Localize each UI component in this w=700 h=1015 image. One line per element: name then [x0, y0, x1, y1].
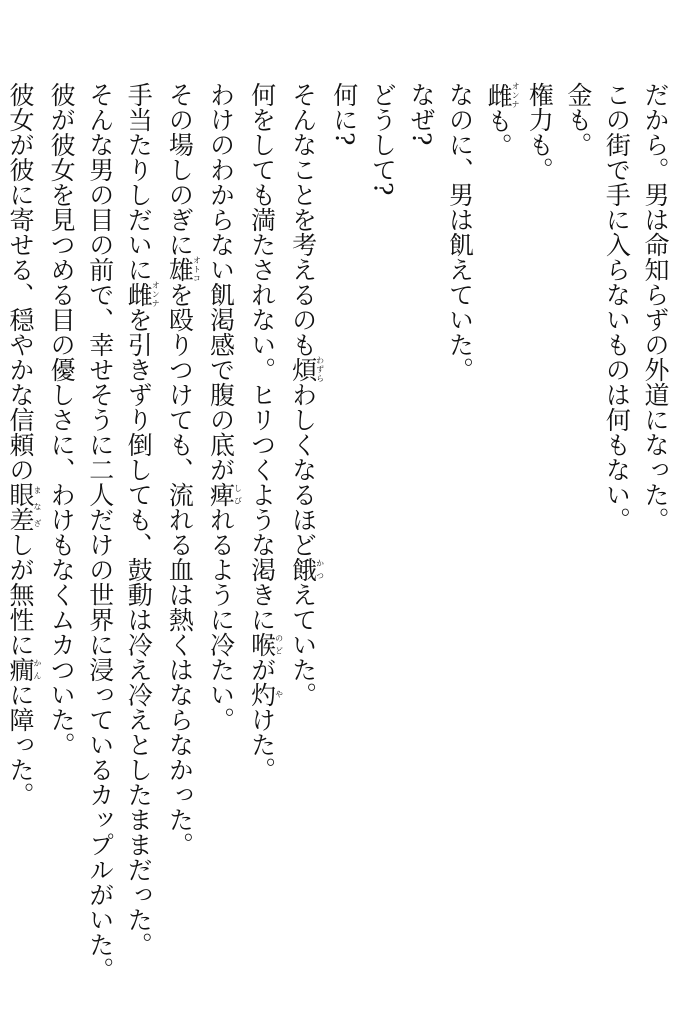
text-line [401, 82, 440, 1002]
ruby-base: 眼差 [6, 482, 35, 532]
ruby-base: 痺 [206, 482, 236, 507]
text-segment: わしくなるほど [288, 382, 318, 557]
text-segment: が [247, 657, 277, 682]
text-line [201, 82, 242, 1002]
text-segment: 権力も。 [525, 82, 555, 182]
ruby-base: 癇 [6, 657, 35, 682]
text-segment: なぜ? [406, 82, 436, 146]
ruby-reading: かん [33, 657, 42, 682]
ruby-base: 雌 [484, 82, 514, 109]
text-segment: この街で手に入らないものは何もない。 [602, 82, 632, 532]
ruby-base: 煩 [288, 356, 318, 383]
text-segment: も。 [484, 108, 514, 158]
text-segment: そんなことを考えるのも [288, 82, 318, 357]
ruby-reading: オンナ [151, 281, 161, 308]
text-segment: そんな男の目の前で、幸せそうに二人だけの世界に浸っているカップルがいた。 [85, 82, 115, 982]
ruby-word [206, 482, 243, 507]
text-segment: しが無性に [6, 532, 35, 657]
novel-page [0, 82, 674, 1002]
ruby-reading: や [274, 682, 284, 707]
text-segment: 金も。 [563, 82, 593, 157]
ruby-word [124, 281, 161, 308]
ruby-base: 雌 [124, 281, 154, 308]
text-segment: なのに、男は飢えていた。 [445, 82, 475, 382]
text-line [479, 82, 520, 1002]
text-segment: を引きずり倒しても、鼓動は冷え冷えとしたままだった。 [124, 307, 154, 957]
text-line [160, 82, 201, 1002]
text-line [597, 82, 636, 1002]
ruby-reading: オンナ [511, 82, 521, 109]
ruby-word [288, 557, 325, 582]
text-segment: えていた。 [288, 582, 318, 707]
ruby-reading: かつ [315, 557, 325, 582]
text-line [42, 82, 81, 1002]
text-segment: 何をしても満たされない。ヒリつくような渇きに [247, 82, 277, 632]
text-segment: 彼が彼女を見つめる目の優しさに、わけもなくムカついた。 [47, 82, 77, 757]
ruby-base: 雄 [165, 256, 195, 283]
text-segment: を殴りつけても、流れる血は熱くはならなかった。 [165, 282, 195, 857]
text-segment: に障った。 [6, 682, 35, 807]
text-line [635, 82, 674, 1002]
text-segment: 彼女が彼に寄せる、穏やかな信頼の [6, 82, 35, 482]
text-segment: どうして? [368, 82, 398, 196]
ruby-word [6, 482, 42, 532]
text-segment: れるように冷たい。 [206, 507, 236, 732]
text-segment: 何に? [329, 82, 359, 146]
ruby-reading: のど [274, 632, 284, 657]
text-line [242, 82, 283, 1002]
ruby-base: 喉 [247, 632, 277, 657]
text-line [363, 82, 402, 1002]
ruby-reading: しび [233, 482, 243, 507]
text-line [0, 82, 41, 1002]
text-line [119, 82, 160, 1002]
text-line [80, 82, 119, 1002]
ruby-word [247, 682, 284, 707]
ruby-word [165, 256, 202, 283]
ruby-reading: まなざ [33, 482, 42, 532]
text-segment: わけのわからない飢渇感で腹の底が [206, 82, 236, 482]
text-segment: だから。男は命知らずの外道になった。 [641, 82, 670, 532]
text-segment: 手当たりしだいに [124, 82, 154, 282]
ruby-base: 灼 [247, 682, 277, 707]
text-line [520, 82, 559, 1002]
ruby-word [6, 657, 42, 682]
text-line [283, 82, 324, 1002]
text-segment: その場しのぎに [165, 82, 195, 257]
ruby-reading: オトコ [192, 256, 202, 283]
ruby-word [484, 82, 521, 109]
ruby-word [247, 632, 284, 657]
ruby-base: 餓 [288, 557, 318, 582]
text-line [558, 82, 597, 1002]
text-line [324, 82, 363, 1002]
ruby-reading: わずら [315, 356, 325, 383]
ruby-word [288, 356, 325, 383]
text-segment: けた。 [247, 707, 277, 782]
text-line [440, 82, 479, 1002]
